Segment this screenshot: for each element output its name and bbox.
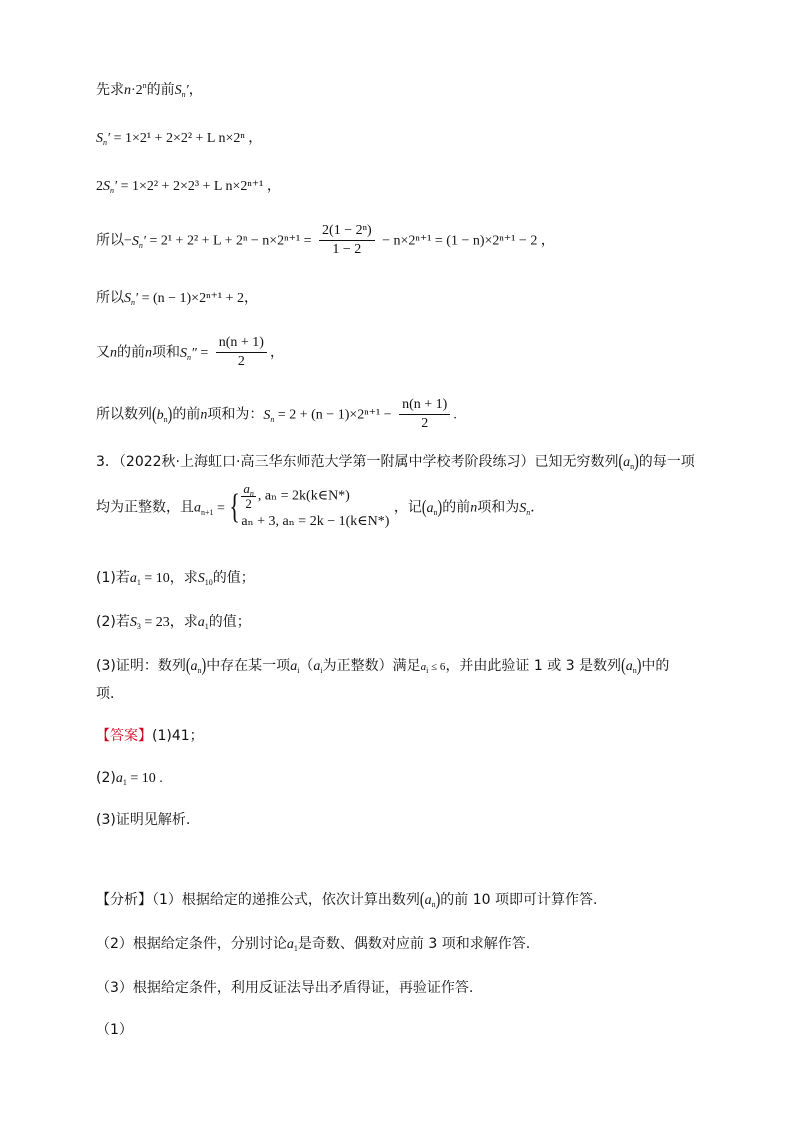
derivation-line-6: 又n的前n项和$S_n''$ = $\frac{n(n + 1)}{2}$ ，	[96, 335, 284, 369]
analysis-2: （2）根据给定条件，分别讨论$a_1$是奇数、偶数对应前 3 项和求解作答.	[96, 936, 531, 953]
answer-3: (3)证明见解析.	[96, 812, 191, 828]
derivation-line-7: 所以数列$(b_n)$的前n项和为：$S_n = 2 + (n - 1)\times 2^{n+1}$ − $\frac{n(n + 1)}{2}$ .	[96, 397, 457, 431]
question-3-continued: 项．	[96, 686, 124, 702]
question-1: (1)若$a_1 = 10$，求$S_{10}$的值；	[96, 570, 255, 587]
derivation-line-2: $S_n' = 1\times 2^1 + 2\times 2^2 + L$ n×2ⁿ ，	[96, 131, 263, 147]
analysis-3: （3）根据给定条件，利用反证法导出矛盾得证，再验证作答.	[96, 980, 474, 996]
answer-tag: 【答案】	[96, 728, 152, 744]
answer-2: $(2)a_1 = 10$ .	[96, 770, 163, 787]
derivation-line-1: 先求$n\cdot 2^n$的前$S_n'$，	[96, 81, 203, 99]
answer-block: 【答案】(1)41；	[96, 728, 204, 744]
derivation-line-3: $2S_n' = 1\times 2^2 + 2\times 2^3 + L$ n×2ⁿ⁺¹ ，	[96, 179, 281, 195]
fraction: $\frac{n(n + 1)}{2}$	[216, 334, 267, 371]
question-3: (3)证明：数列$(a_n)$中存在某一项$a_i(a_i$为正整数）满足$a_i \le 6$，并由此验证 1 或 3 是数列$(a_n)$中的	[96, 656, 670, 677]
problem-3-recurrence: 均为正整数，且$a_{n+1}$ = { $\frac{a_n}{2}$ , aₙ = 2k(k∈N*) aₙ + 3, aₙ = 2k − 1(k∈N*) ，记$(a_n)$的前n项和为$S_n$．	[96, 482, 544, 533]
fraction: $\frac{n(n + 1)}{2}$	[399, 396, 450, 433]
derivation-line-4: 所以$-S_n' = 2^1 + 2^2 + L + 2^n - n\times 2^{n+1}$ = $\frac{\text{2(1 − 2ⁿ)}}{1 - 2}$ − n×2ⁿ⁺¹ = (1 − n)×2ⁿ⁺¹ − 2 ，	[96, 223, 555, 257]
fraction: $\frac{\text{2(1 − 2ⁿ)}}{1 - 2}$	[319, 222, 375, 259]
problem-3-statement: 3．（2022秋·上海虹口·高三华东师范大学第一附属中学校考阶段练习）已知无穷数列$(a_n)$的每一项	[96, 452, 695, 473]
analysis-4: （1）	[96, 1022, 133, 1038]
analysis-1: 【分析】（1）根据给定的递推公式，依次计算出数列$(a_n)$的前 10 项即可计算作答.	[96, 890, 598, 911]
question-2: (2)若$S_3 = 23$，求$a_1$的值；	[96, 614, 251, 631]
piecewise-definition: { $\frac{a_n}{2}$ , aₙ = 2k(k∈N*) aₙ + 3, aₙ = 2k − 1(k∈N*)	[229, 481, 390, 529]
derivation-line-5: 所以$S_n' = (n - 1)\times 2^{n+1} + 2$，	[96, 290, 258, 307]
